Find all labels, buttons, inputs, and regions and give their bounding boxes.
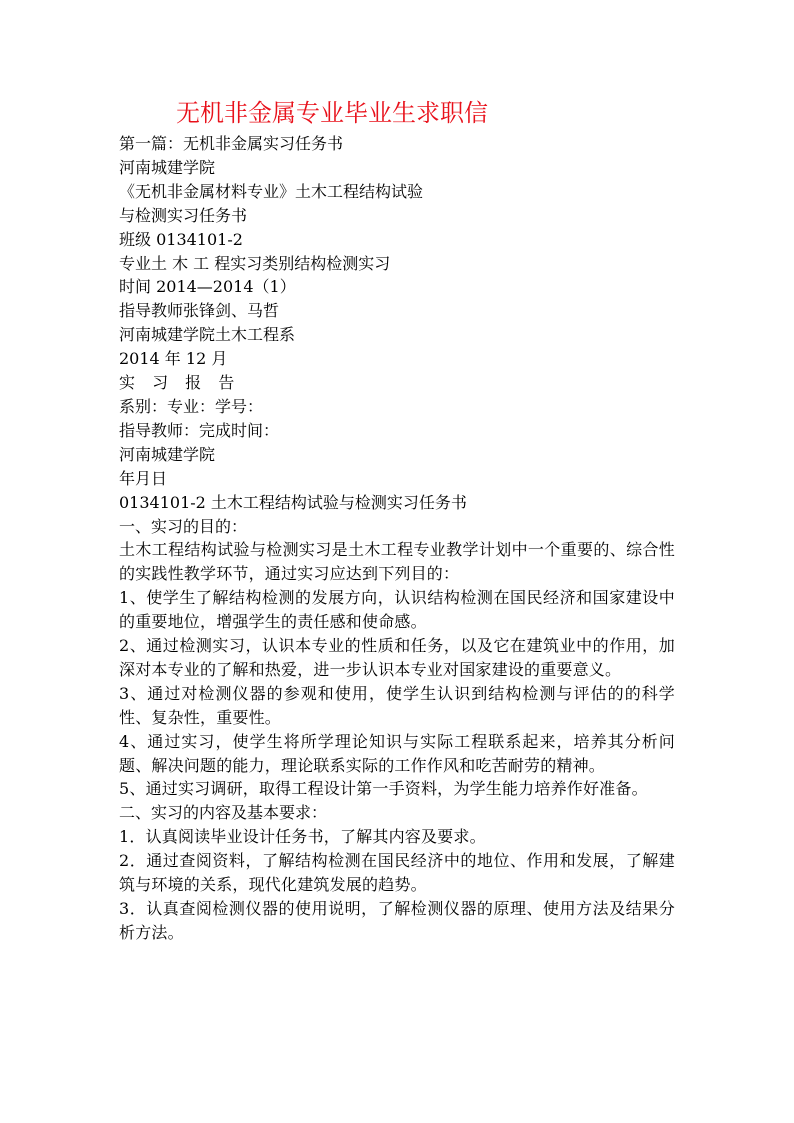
header-line: 时间 2014—2014（1） <box>119 277 296 297</box>
section-heading: 二、实习的内容及基本要求： <box>119 803 328 823</box>
form-line: 年月日 <box>119 468 168 488</box>
header-line: 《无机非金属材料专业》土木工程结构试验 <box>119 181 424 201</box>
requirement-item: 3．认真查阅检测仪器的使用说明，了解检测仪器的原理、使用方法及结果分析方法。 <box>119 899 675 942</box>
paragraph: 土木工程结构试验与检测实习是土木工程专业教学计划中一个重要的、综合性的实践性教学环节，通过实习应达到下列目的： <box>119 540 675 584</box>
document-title: 无机非金属专业毕业生求职信 <box>176 99 488 127</box>
header-line: 河南城建学院土木工程系 <box>119 325 296 345</box>
form-line: 系别：专业：学号： <box>119 396 264 416</box>
section-heading: 一、实习的目的： <box>119 516 248 536</box>
report-heading: 实 习 报 告 <box>119 373 241 393</box>
header-line: 河南城建学院 <box>119 157 216 177</box>
form-line: 指导教师：完成时间： <box>119 420 280 440</box>
header-line: 专业土 木 工 程实习类别结构检测实习 <box>119 253 391 273</box>
form-line: 河南城建学院 <box>119 444 216 464</box>
header-line: 2014 年 12 月 <box>119 349 228 369</box>
paragraph: 2、通过检测实习，认识本专业的性质和任务，以及它在建筑业中的作用，加深对本专业的了解和热爱，进一步认识本专业对国家建设的重要意义。 <box>119 636 675 679</box>
header-line: 指导教师张锋剑、马哲 <box>119 301 280 321</box>
paragraph: 1、使学生了解结构检测的发展方向，认识结构检测在国民经济和国家建设中的重要地位，增强学生的责任感和使命感。 <box>119 588 675 632</box>
header-line: 第一篇：无机非金属实习任务书 <box>119 134 344 153</box>
paragraph: 4、通过实习，使学生将所学理论知识与实际工程联系起来，培养其分析问题、解决问题的能力，理论联系实际的工作作风和吃苦耐劳的精神。 <box>119 731 675 775</box>
form-line: 0134101-2 土木工程结构试验与检测实习任务书 <box>119 492 467 512</box>
header-line: 班级 0134101-2 <box>119 229 243 249</box>
requirement-item: 1．认真阅读毕业设计任务书，了解其内容及要求。 <box>119 827 486 847</box>
paragraph: 3、通过对检测仪器的参观和使用，使学生认识到结构检测与评估的的科学性、复杂性，重要性。 <box>119 683 675 727</box>
requirement-item: 2．通过查阅资料，了解结构检测在国民经济中的地位、作用和发展，了解建筑与环境的关系，现代化建筑发展的趋势。 <box>119 851 675 895</box>
header-line: 与检测实习任务书 <box>119 205 248 225</box>
paragraph: 5、通过实习调研，取得工程设计第一手资料，为学生能力培养作好准备。 <box>119 779 648 799</box>
document-body <box>119 132 675 945</box>
